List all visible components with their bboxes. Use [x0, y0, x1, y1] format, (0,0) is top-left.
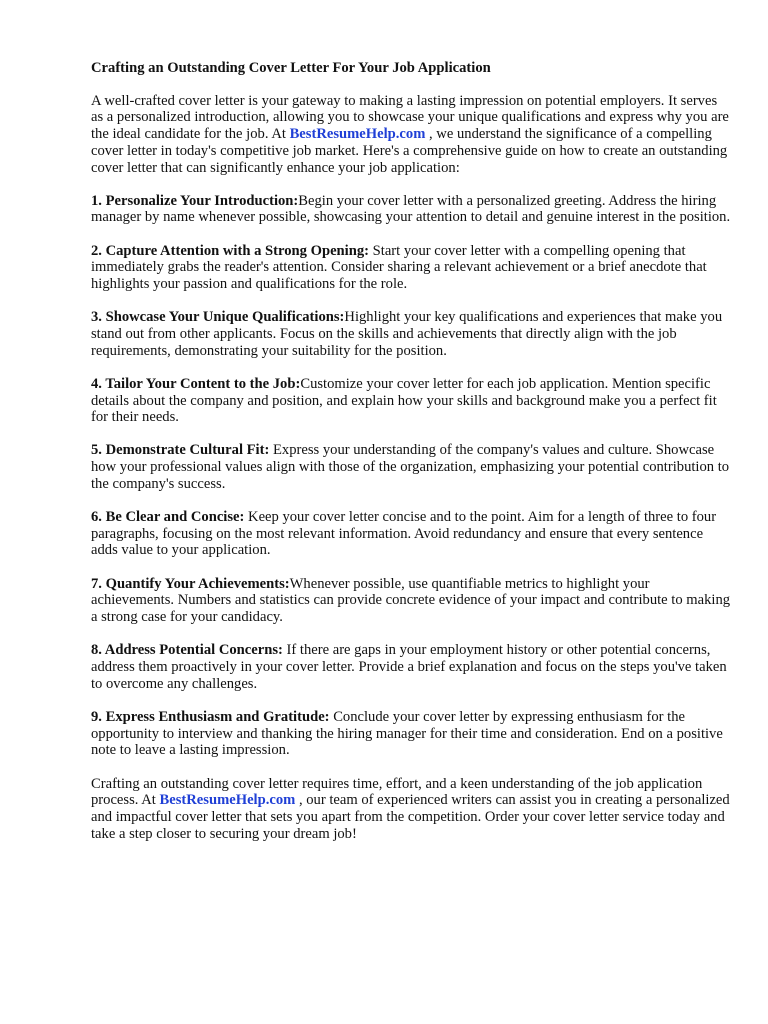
closing-text-before-link: Crafting an outstanding cover letter requires time, effort, and a keen understanding of the job application process. At	[91, 775, 703, 809]
tip-item-4	[91, 376, 731, 426]
tip-item-8	[91, 642, 731, 692]
tip-item-3	[91, 309, 731, 359]
tip-heading: 5. Demonstrate Cultural Fit:	[91, 442, 270, 459]
tip-heading: 3. Showcase Your Unique Qualifications:	[91, 309, 345, 326]
tip-text: Keep your cover letter concise and to the point. Aim for a length of three to four paragraphs, focusing on the most relevant information. Avoid redundancy and ensure that every sentence adds value to your application.	[91, 509, 717, 559]
document-page	[91, 60, 731, 859]
tip-text: Conclude your cover letter by expressing enthusiasm for the opportunity to interview and thanking the hiring manager for their time and consideration. End on a positive note to leave a lasting impression.	[91, 708, 723, 759]
tip-text: Customize your cover letter for each job application. Mention specific details about the company and position, and explain how your skills and background make you a perfect fit for their needs.	[91, 375, 717, 426]
closing-website-link[interactable]: BestResumeHelp.com	[159, 792, 296, 809]
tip-text: Start your cover letter with a compelling opening that immediately grabs the reader's attention. Consider sharing a relevant achievement or a brief anecdote that highlights your passion and qualifications for the role.	[91, 242, 707, 293]
tip-item-7	[91, 576, 731, 626]
tip-heading: 4. Tailor Your Content to the Job:	[91, 375, 301, 392]
tip-item-9	[91, 709, 731, 759]
intro-text-after-link: , we understand the significance of a compelling cover letter in today's competitive job market. Here's a comprehensive guide on how to create an outstanding cover letter that can significantly enhance your job application:	[91, 126, 728, 176]
tip-heading: 8. Address Potential Concerns:	[91, 642, 283, 659]
tip-text: Highlight your key qualifications and experiences that make you stand out from other applicants. Focus on the skills and achievements that directly align with the job requirements, demonstrating your suitability for the position.	[91, 309, 723, 359]
document-title: Crafting an Outstanding Cover Letter For Your Job Application	[91, 60, 491, 76]
intro-text-before-link: A well-crafted cover letter is your gateway to making a lasting impression on potential employers. It serves as a personalized introduction, allowing you to showcase your unique qualifications and express why you are the ideal candidate for the job. At	[91, 92, 729, 143]
tip-item-6	[91, 509, 731, 559]
tip-text: If there are gaps in your employment history or other potential concerns, address them proactively in your cover letter. Provide a brief explanation and focus on the steps you've taken to overcome any challenges.	[91, 642, 727, 692]
tip-heading: 9. Express Enthusiasm and Gratitude:	[91, 708, 330, 725]
tip-text: Begin your cover letter with a personalized greeting. Address the hiring manager by name whenever possible, showcasing your attention to detail and genuine interest in the position.	[91, 192, 731, 226]
tip-text: Express your understanding of the company's values and culture. Showcase how your professional values align with those of the organization, emphasizing your potential contribution to the company's success.	[91, 442, 730, 492]
intro-paragraph	[91, 93, 731, 177]
tip-heading: 7. Quantify Your Achievements:	[91, 575, 290, 592]
tip-text: Whenever possible, use quantifiable metrics to highlight your achievements. Numbers and statistics can provide concrete evidence of your impact and contribute to making a strong case for your candidacy.	[91, 575, 731, 626]
intro-website-link[interactable]: BestResumeHelp.com	[289, 126, 426, 143]
tip-heading: 2. Capture Attention with a Strong Opening:	[91, 242, 369, 259]
tip-item-2	[91, 243, 731, 293]
tip-item-5	[91, 442, 731, 492]
tip-heading: 1. Personalize Your Introduction:	[91, 192, 299, 209]
tip-item-1	[91, 193, 731, 226]
closing-text-after-link: , our team of experienced writers can assist you in creating a personalized and impactful cover letter that sets you apart from the competition. Order your cover letter service today and take a step closer to securing your dream job!	[91, 792, 730, 842]
tip-heading: 6. Be Clear and Concise:	[91, 509, 245, 526]
closing-paragraph	[91, 776, 731, 843]
